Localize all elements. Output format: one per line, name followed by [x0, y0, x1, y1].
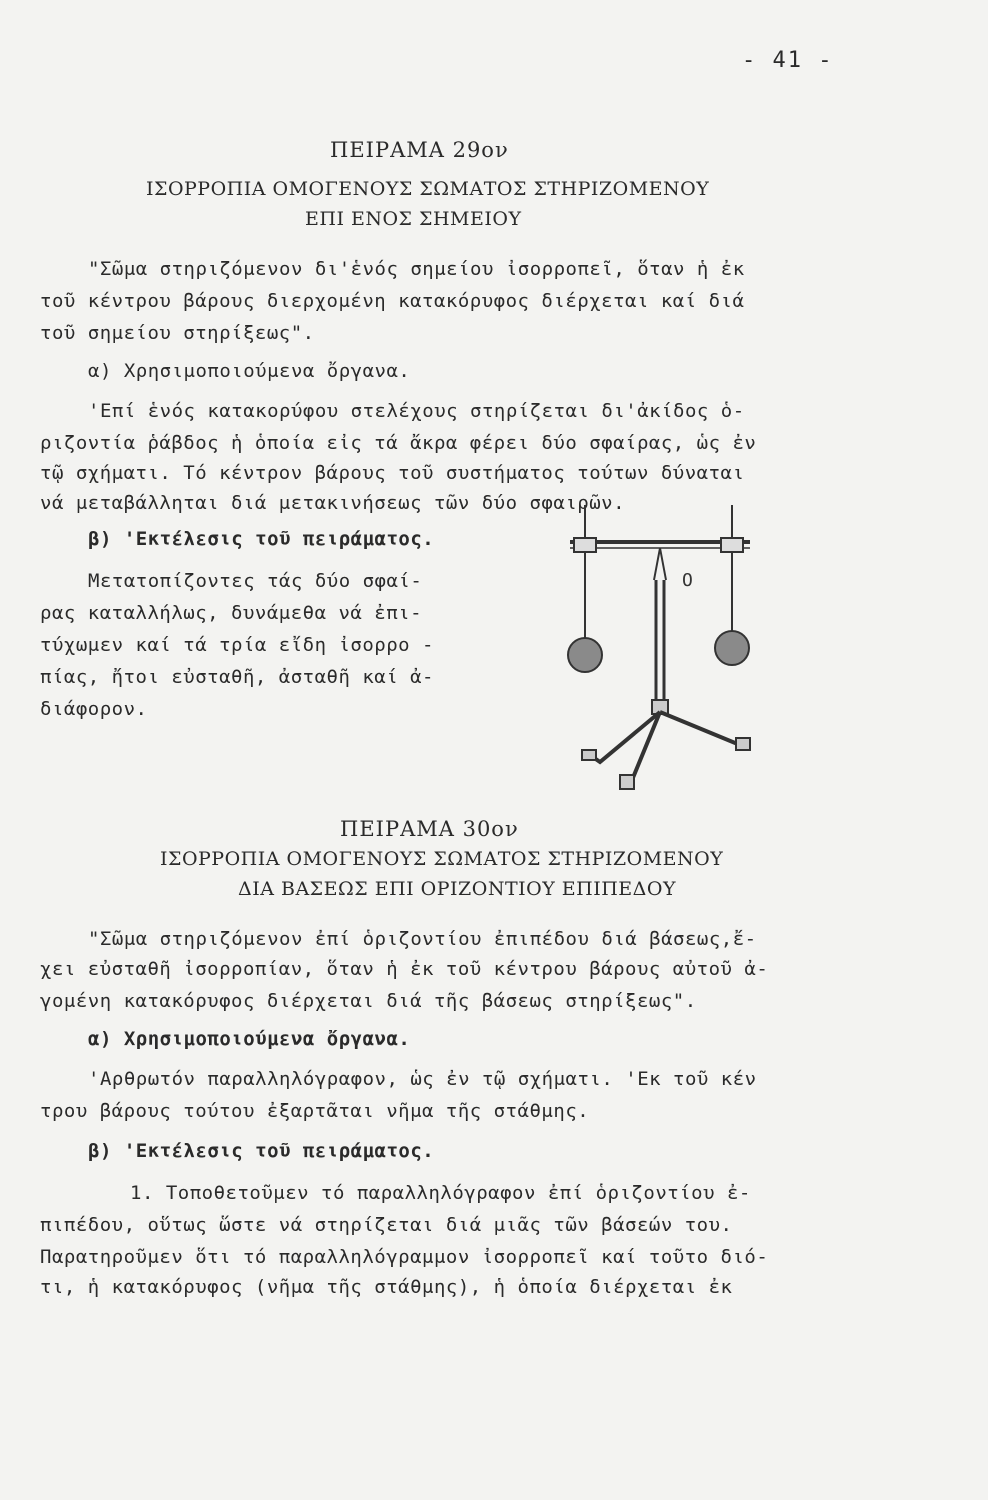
- exp29-instruments-line: 'Επί ἑνός κατακορύφου στελέχους στηρίζεται δι'ἀκίδος ὁ-: [88, 400, 745, 422]
- exp30-execution-line: 1. Τοποθετοῦμεν τό παραλληλόγραφον ἐπί ὁριζοντίου ἐ-: [130, 1182, 751, 1204]
- exp29-definition-line: "Σῶμα στηριζόμενον δι'ἑνός σημείου ἰσορροπεῖ, ὅταν ἡ ἐκ: [88, 258, 745, 280]
- left-ball: [568, 638, 602, 672]
- exp29-execution-line: πίας, ἤτοι εὐσταθῆ, ἀσταθῆ καί ἀ-: [40, 666, 434, 688]
- exp30-definition-line: "Σῶμα στηριζόμενον ἐπί ὁριζοντίου ἐπιπέδου διά βάσεως,ἔ-: [88, 928, 757, 950]
- right-ball: [715, 631, 749, 665]
- experiment-29-title: ΠΕΙΡΑΜΑ 29ον: [330, 138, 509, 162]
- experiment-30-title: ΠΕΙΡΑΜΑ 30ον: [340, 817, 519, 841]
- experiment-30-heading-line-1: ΙΣΟΡΡΟΠΙΑ ΟΜΟΓΕΝΟΥΣ ΣΩΜΑΤΟΣ ΣΤΗΡΙΖΟΜΕΝΟΥ: [160, 848, 724, 870]
- balance-apparatus-figure: [560, 500, 780, 800]
- exp29-definition-line: τοῦ κέντρου βάρους διερχομένη κατακόρυφος διέρχεται καί διά: [40, 290, 745, 312]
- exp30-instruments-line: τρου βάρους τούτου ἐξαρτᾶται νῆμα τῆς στάθμης.: [40, 1100, 590, 1122]
- exp30-instruments-line: 'Αρθρωτόν παραλληλόγραφον, ὡς ἐν τῷ σχήματι. 'Εκ τοῦ κέν: [88, 1068, 757, 1090]
- exp29-execution-heading: β) 'Εκτέλεσις τοῦ πειράματος.: [88, 528, 435, 550]
- exp30-execution-line: τι, ἡ κατακόρυφος (νῆμα τῆς στάθμης), ἡ ὁποία διέρχεται ἐκ: [40, 1276, 733, 1298]
- exp29-instruments-line: ριζοντία ῥάβδος ἡ ὁποία εἰς τά ἄκρα φέρει δύο σφαίρας, ὡς ἐν: [40, 432, 757, 454]
- experiment-29-heading-line-1: ΙΣΟΡΡΟΠΙΑ ΟΜΟΓΕΝΟΥΣ ΣΩΜΑΤΟΣ ΣΤΗΡΙΖΟΜΕΝΟΥ: [146, 178, 710, 200]
- exp29-execution-line: τύχωμεν καί τά τρία εἴδη ἰσορρο -: [40, 634, 434, 656]
- exp30-execution-line: Παρατηροῦμεν ὅτι τό παραλληλόγραμμον ἰσορροπεῖ καί τοῦτο διό-: [40, 1246, 769, 1268]
- experiment-29-heading-line-2: ΕΠΙ ΕΝΟΣ ΣΗΜΕΙΟΥ: [305, 208, 522, 230]
- exp29-instruments-line: τῷ σχήματι. Τό κέντρον βάρους τοῦ συστήματος τούτων δύναται: [40, 462, 745, 484]
- exp29-instruments-line: νά μεταβάλληται διά μετακινήσεως τῶν δύο σφαιρῶν.: [40, 492, 626, 514]
- exp29-instruments-heading: α) Χρησιμοποιούμενα ὄργανα.: [88, 360, 411, 382]
- exp30-execution-heading: β) 'Εκτέλεσις τοῦ πειράματος.: [88, 1140, 435, 1162]
- exp29-execution-line: διάφορον.: [40, 698, 148, 720]
- figure-label-o: O: [682, 570, 693, 591]
- experiment-30-heading-line-2: ΔΙΑ ΒΑΣΕΩΣ ΕΠΙ ΟΡΙΖΟΝΤΙΟΥ ΕΠΙΠΕΔΟΥ: [238, 878, 677, 900]
- exp30-definition-line: χει εὐσταθῆ ἰσορροπίαν, ὅταν ἡ ἐκ τοῦ κέντρου βάρους αὐτοῦ ἀ-: [40, 958, 769, 980]
- exp29-definition-line: τοῦ σημείου στηρίξεως".: [40, 322, 315, 344]
- exp29-execution-line: Μετατοπίζοντες τάς δύο σφαί-: [88, 570, 423, 592]
- exp30-instruments-heading: α) Χρησιμοποιούμενα ὄργανα.: [88, 1028, 411, 1050]
- exp29-execution-line: ρας καταλλήλως, δυνάμεθα νά ἐπι-: [40, 602, 423, 624]
- page-number: - 41 -: [742, 48, 834, 73]
- exp30-execution-line: πιπέδου, οὕτως ὥστε νά στηρίζεται διά μιᾶς τῶν βάσεών του.: [40, 1214, 733, 1236]
- exp30-definition-line: γομένη κατακόρυφος διέρχεται διά τῆς βάσεως στηρίξεως".: [40, 990, 697, 1012]
